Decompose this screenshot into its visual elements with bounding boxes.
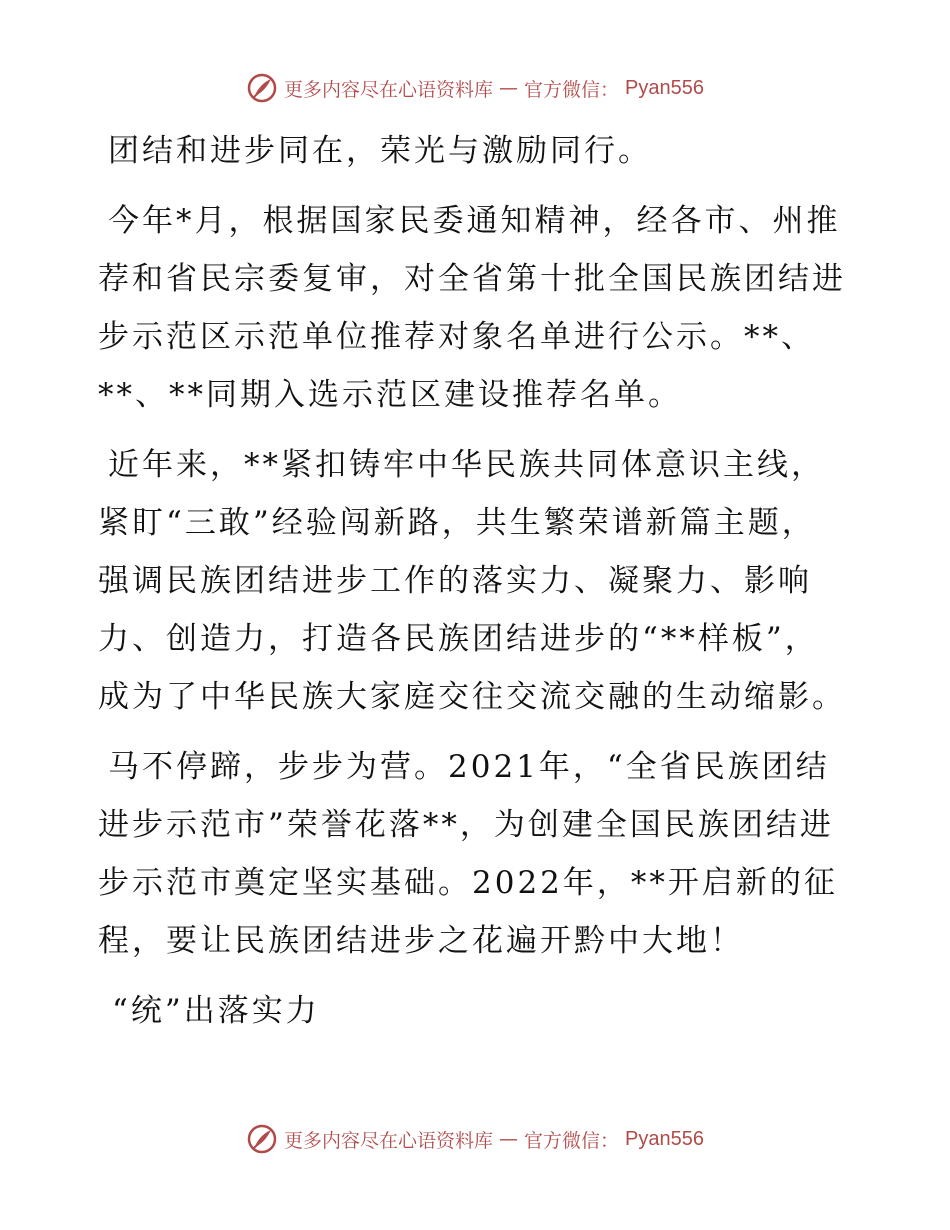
paragraph-line: 荐和省民宗委复审，对全省第十批全国民族团结进 [98,261,846,297]
watermark-label: 官方微信： [524,78,620,101]
paragraph-line: 紧盯“三敢”经验闯新路，共生繁荣谱新篇主题， [98,505,816,541]
watermark-dash: — [499,77,519,99]
paragraph-line: 团结和进步同在，荣光与激励同行。 [108,133,652,169]
footer-watermark [0,1123,950,1155]
watermark-label: 官方微信： [524,1129,620,1152]
paragraph-line: 步示范区示范单位推荐对象名单进行公示。**、 [98,319,815,355]
watermark-prefix: 更多内容尽在心语资料库 [284,1129,494,1152]
watermark-dash: — [499,1128,519,1150]
paragraph-line: **、**同期入选示范区建设推荐名单。 [98,377,682,413]
paragraph-line: 近年来，**紧扣铸牢中华民族共同体意识主线， [108,447,825,483]
watermark-account: Pyan556 [625,1127,704,1150]
watermark-account: Pyan556 [625,76,704,99]
heading-line: “统”出落实力 [112,993,320,1029]
paragraph-1 [0,122,950,180]
document-body [0,122,950,1040]
paragraph-line: 力、创造力，打造各民族团结进步的“**样板”， [98,621,819,657]
paragraph-line: 程，要让民族团结进步之花遍开黔中大地！ [98,923,744,959]
paragraph-3 [0,436,950,726]
feather-pen-logo-icon [246,72,278,104]
paragraph-2 [0,192,950,424]
watermark-prefix: 更多内容尽在心语资料库 [284,78,494,101]
paragraph-line: 今年*月，根据国家民委通知精神，经各市、州推 [108,203,841,239]
paragraph-line: 成为了中华民族大家庭交往交流交融的生动缩影。 [98,679,846,715]
section-heading [0,982,950,1040]
feather-pen-logo-icon [246,1123,278,1155]
paragraph-line: 进步示范市”荣誉花落**，为创建全国民族团结进 [98,807,834,843]
paragraph-line: 强调民族团结进步工作的落实力、凝聚力、影响 [98,563,812,599]
paragraph-line: 马不停蹄，步步为营。2021年，“全省民族团结 [108,749,830,785]
paragraph-line: 步示范市奠定坚实基础。2022年，**开启新的征 [98,865,838,901]
paragraph-4 [0,738,950,970]
header-watermark [0,72,950,104]
